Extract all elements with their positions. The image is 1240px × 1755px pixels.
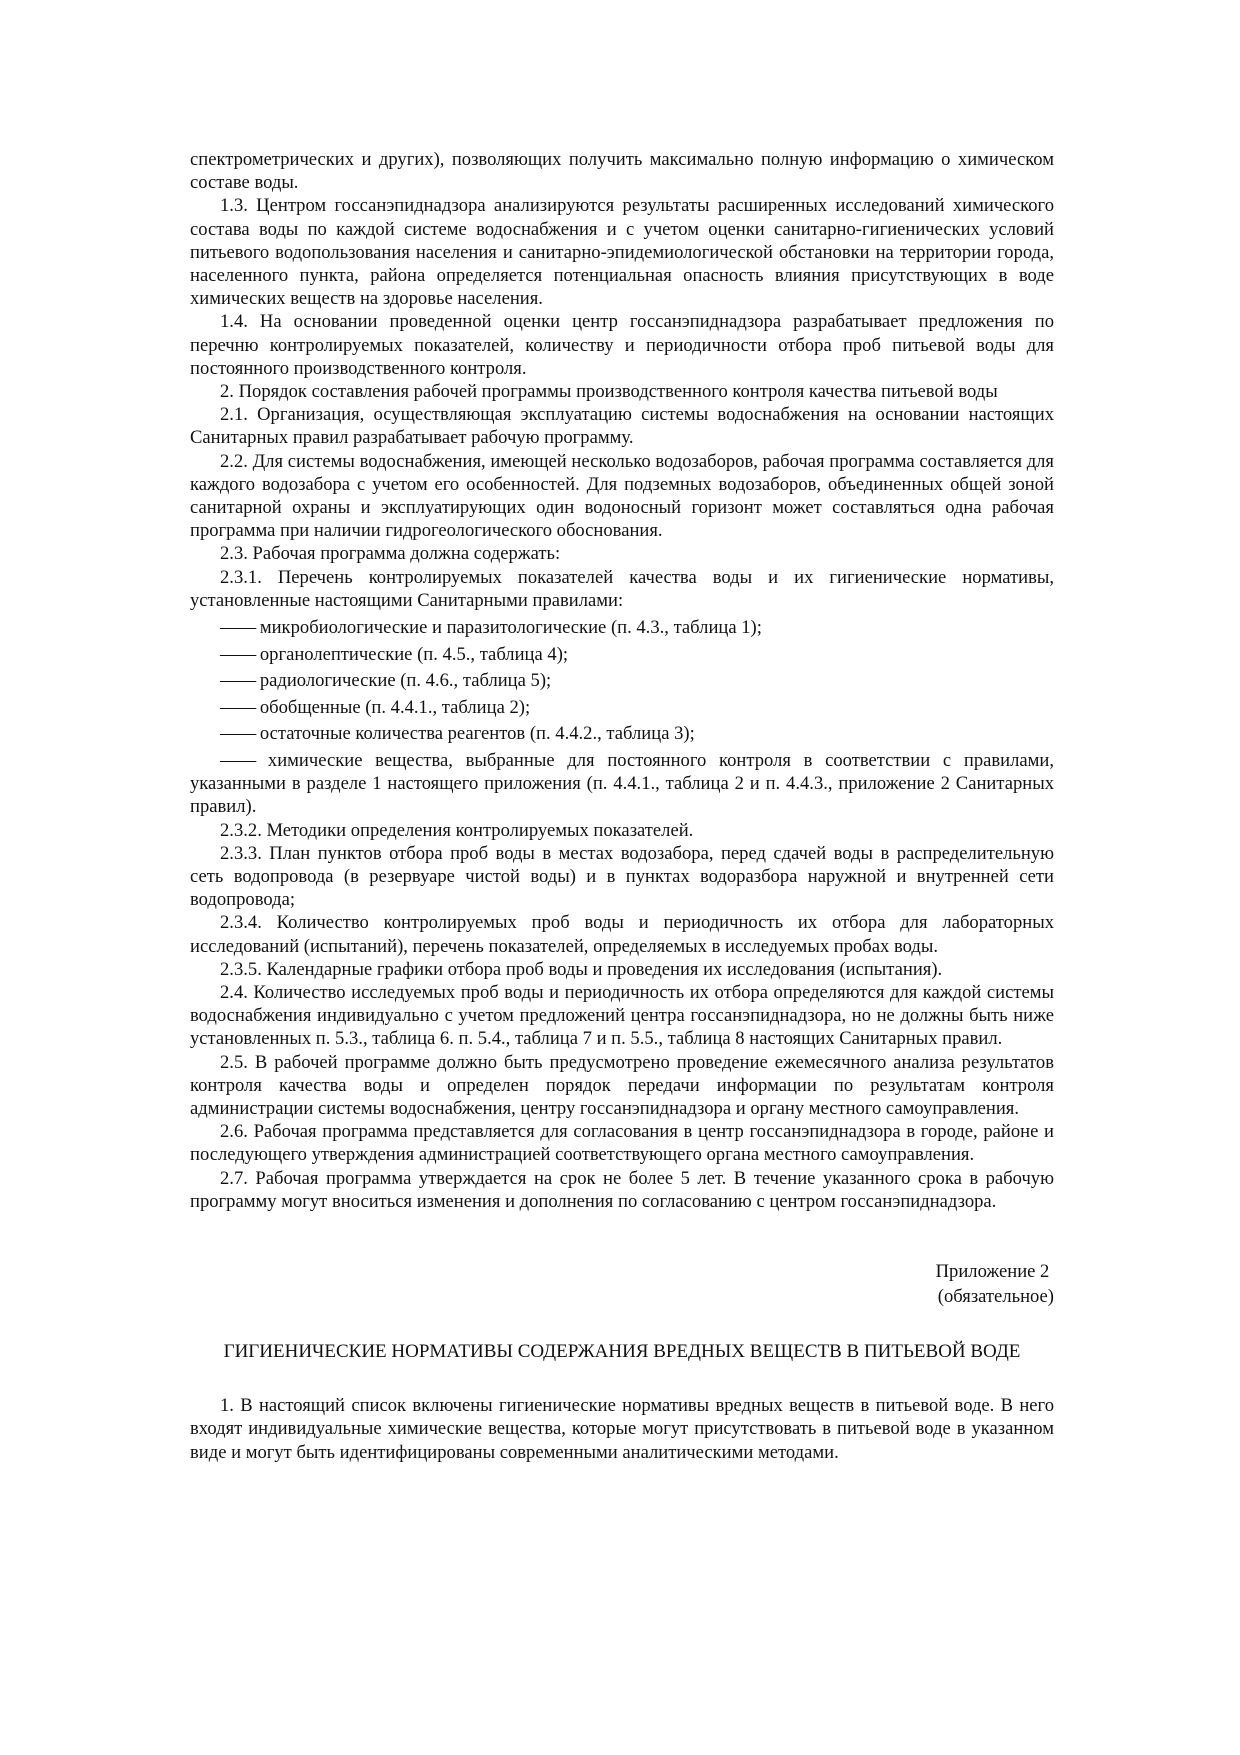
list-item: —— органолептические (п. 4.5., таблица 4); [220, 643, 569, 665]
paragraph-2-3-5: 2.3.5. Календарные графики отбора проб воды и проведения их исследования (испытания). [220, 958, 943, 980]
dash-bullet: —— [220, 696, 256, 718]
section-title: ГИГИЕНИЧЕСКИЕ НОРМАТИВЫ СОДЕРЖАНИЯ ВРЕДНЫХ ВЕЩЕСТВ В ПИТЬЕВОЙ ВОДЕ [223, 1341, 1021, 1363]
dash-bullet: —— [220, 750, 256, 772]
paragraph-2-5: 2.5. В рабочей программе должно быть предусмотрено проведение ежемесячного анализа результатов контроля качества воды и определен порядок передачи информации по результатам контроля администрации системы водоснабжения, центру госсанэпиднадзора и органу местного самоуправления. [190, 1051, 1054, 1120]
paragraph-appendix-1: 1. В настоящий список включены гигиенические нормативы вредных веществ в питьевой воде. В него входят индивидуальные химические вещества, которые могут присутствовать в питьевой воде в указанном виде и могут быть идентифицированы современными аналитическими методами. [190, 1395, 1054, 1463]
indicator-list [190, 616, 1054, 819]
paragraph-2-2: 2.2. Для системы водоснабжения, имеющей несколько водозаборов, рабочая программа составляется для каждого водозабора с учетом его особенностей. Для подземных водозаборов, объединенных общей зоной санитарной охраны и эксплуатирующих один водоносный горизонт может составляться одна рабочая программа при наличии гидрогеологического обоснования. [190, 450, 1054, 542]
list-item: —— микробиологические и паразитологические (п. 4.3., таблица 1); [220, 617, 762, 639]
paragraph-2-3-1: 2.3.1. Перечень контролируемых показателей качества воды и их гигиенические нормативы, установленные настоящими Санитарными правилами: [190, 566, 1054, 611]
list-item: —— обобщенные (п. 4.4.1., таблица 2); [220, 696, 531, 718]
dash-bullet: —— [220, 670, 256, 692]
dash-bullet: —— [220, 617, 256, 639]
list-item: —— химические вещества, выбранные для постоянного контроля в соответствии с правилами, указанными в разделе 1 настоящего приложения (п. 4.4.1., таблица 2 и п. 4.4.3., приложение 2 Санитарных правил). [190, 750, 1055, 818]
section-2-heading: 2. Порядок составления рабочей программы производственного контроля качества питьевой воды [220, 381, 998, 403]
dash-bullet: —— [220, 723, 256, 745]
paragraph-2-7: 2.7. Рабочая программа утверждается на срок не более 5 лет. В течение указанного срока в рабочую программу могут вноситься изменения и дополнения по согласованию с центром госсанэпиднадзора. [190, 1167, 1054, 1212]
paragraph-2-4: 2.4. Количество исследуемых проб воды и периодичность их отбора определяются для каждой системы водоснабжения индивидуально с учетом предложений центра госсанэпиднадзора, но не должны быть ниже установленных п. 5.3., таблица 6. п. 5.4., таблица 7 и п. 5.5., таблица 8 настоящих Санитарных правил. [190, 982, 1054, 1050]
paragraph-2-3-2: 2.3.2. Методики определения контролируемых показателей. [220, 819, 694, 841]
paragraph-2-3-3: 2.3.3. План пунктов отбора проб воды в местах водозабора, перед сдачей воды в распределительную сеть водопровода (в резервуаре чистой воды) и в пунктах водоразбора наружной и внутренней сети водопровода; [190, 842, 1054, 911]
appendix-number: Приложение 2 [935, 1261, 1054, 1283]
paragraph-1-3: 1.3. Центром госсанэпиднадзора анализируются результаты расширенных исследований химического состава воды по каждой системе водоснабжения и с учетом оценки санитарно-гигиенических условий питьевого водопользования населения и санитарно-эпидемиологической обстановки на территории города, населенного пункта, района определяется потенциальная опасность влияния присутствующих в воде химических веществ на здоровье населения. [190, 195, 1054, 310]
paragraph-continuation: спектрометрических и других), позволяющих получить максимально полную информацию о химическом составе воды. [190, 149, 1054, 194]
list-item: —— радиологические (п. 4.6., таблица 5); [220, 670, 552, 692]
appendix-note: (обязательное) [937, 1286, 1054, 1308]
list-item: —— остаточные количества реагентов (п. 4.4.2., таблица 3); [220, 723, 695, 745]
paragraph-2-3-4: 2.3.4. Количество контролируемых проб воды и периодичность их отбора для лабораторных исследований (испытаний), перечень показателей, определяемых в исследуемых пробах воды. [190, 912, 1054, 957]
dash-bullet: —— [220, 643, 256, 665]
paragraph-1-4: 1.4. На основании проведенной оценки центр госсанэпиднадзора разрабатывает предложения по перечню контролируемых показателей, количеству и периодичности отбора проб питьевой воды для постоянного производственного контроля. [190, 311, 1054, 379]
paragraph-2-1: 2.1. Организация, осуществляющая эксплуатацию системы водоснабжения на основании настоящих Санитарных правил разрабатывает рабочую программу. [190, 404, 1054, 449]
document-page [190, 148, 1054, 1464]
appendix-label [190, 1259, 1054, 1309]
paragraph-2-6: 2.6. Рабочая программа представляется для согласования в центр госсанэпиднадзора в городе, районе и последующего утверждения администрацией соответствующего органа местного самоуправления. [190, 1121, 1054, 1166]
paragraph-2-3: 2.3. Рабочая программа должна содержать: [220, 543, 561, 565]
